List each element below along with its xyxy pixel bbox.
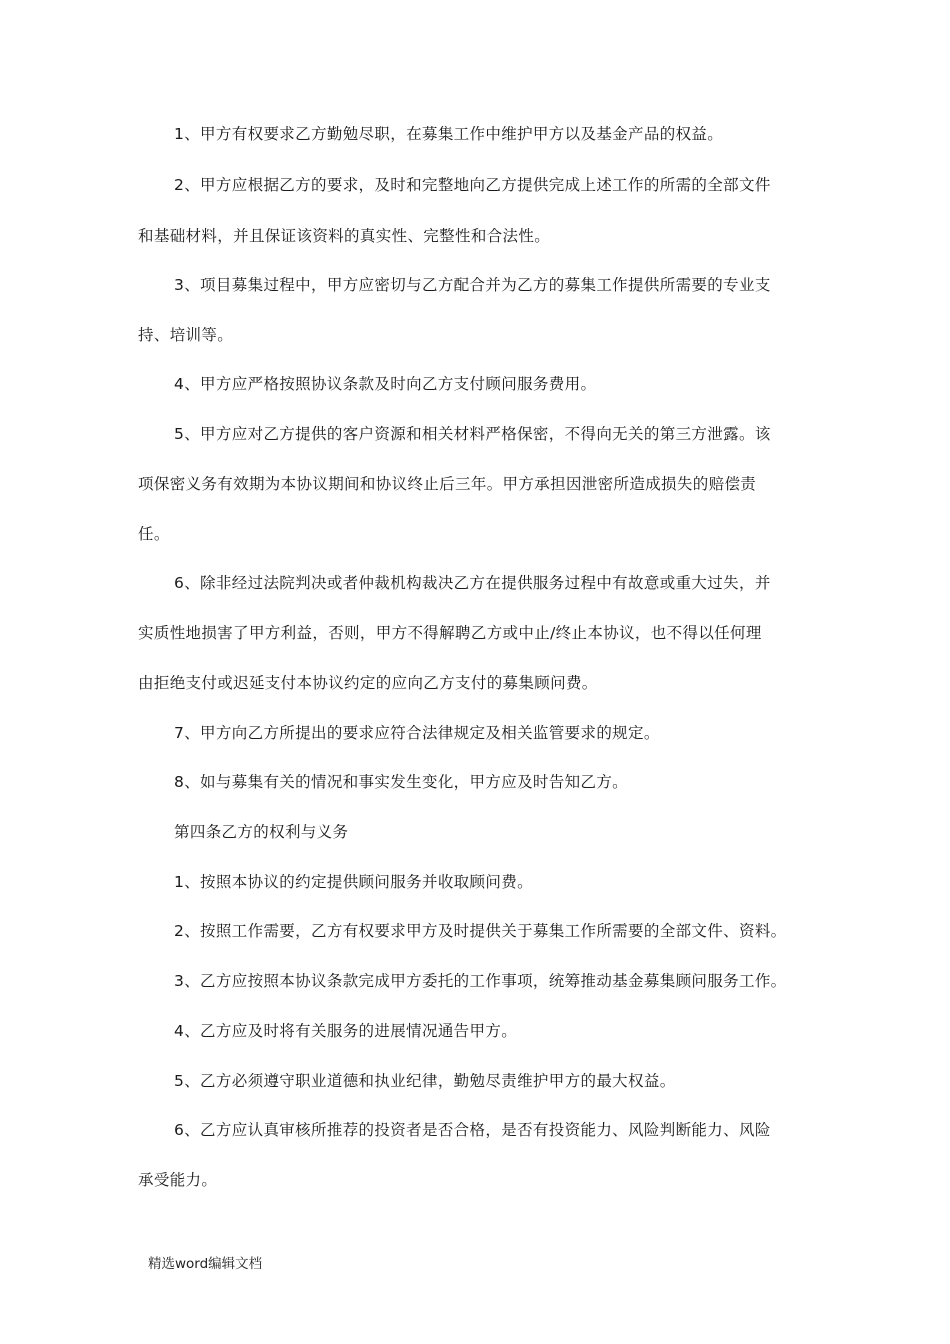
paragraph-line: 和基础材料，并且保证该资料的真实性、完整性和合法性。 xyxy=(138,227,551,245)
paragraph-line: 7、甲方向乙方所提出的要求应符合法律规定及相关监管要求的规定。 xyxy=(174,724,660,742)
section-heading: 第四条乙方的权利与义务 xyxy=(174,823,349,841)
paragraph-line: 由拒绝支付或迟延支付本协议约定的应向乙方支付的募集顾问费。 xyxy=(138,674,598,692)
paragraph-line: 6、除非经过法院判决或者仲裁机构裁决乙方在提供服务过程中有故意或重大过失，并 xyxy=(174,574,771,592)
paragraph-line: 6、乙方应认真审核所推荐的投资者是否合格，是否有投资能力、风险判断能力、风险 xyxy=(174,1121,771,1139)
page-footer: 精选word编辑文档 xyxy=(148,1256,263,1272)
paragraph-line: 1、甲方有权要求乙方勤勉尽职，在募集工作中维护甲方以及基金产品的权益。 xyxy=(174,125,724,143)
paragraph-line: 承受能力。 xyxy=(138,1171,218,1189)
paragraph-line: 2、甲方应根据乙方的要求，及时和完整地向乙方提供完成上述工作的所需的全部文件 xyxy=(174,176,771,194)
paragraph-line: 任。 xyxy=(138,525,170,543)
paragraph-line: 2、按照工作需要，乙方有权要求甲方及时提供关于募集工作所需要的全部文件、资料。 xyxy=(174,922,787,940)
paragraph-line: 4、乙方应及时将有关服务的进展情况通告甲方。 xyxy=(174,1022,518,1040)
paragraph-line: 持、培训等。 xyxy=(138,326,234,344)
paragraph-line: 3、项目募集过程中，甲方应密切与乙方配合并为乙方的募集工作提供所需要的专业支 xyxy=(174,276,771,294)
paragraph-line: 8、如与募集有关的情况和事实发生变化，甲方应及时告知乙方。 xyxy=(174,773,629,791)
paragraph-line: 1、按照本协议的约定提供顾问服务并收取顾问费。 xyxy=(174,873,533,891)
paragraph-line: 3、乙方应按照本协议条款完成甲方委托的工作事项，统筹推动基金募集顾问服务工作。 xyxy=(174,972,787,990)
paragraph-line: 实质性地损害了甲方利益，否则，甲方不得解聘乙方或中止/终止本协议，也不得以任何理 xyxy=(138,624,762,642)
paragraph-line: 5、乙方必须遵守职业道德和执业纪律，勤勉尽责维护甲方的最大权益。 xyxy=(174,1072,676,1090)
paragraph-line: 4、甲方应严格按照协议条款及时向乙方支付顾问服务费用。 xyxy=(174,375,597,393)
paragraph-line: 5、甲方应对乙方提供的客户资源和相关材料严格保密，不得向无关的第三方泄露。该 xyxy=(174,425,771,443)
paragraph-line: 项保密义务有效期为本协议期间和协议终止后三年。甲方承担因泄密所造成损失的赔偿责 xyxy=(138,475,757,493)
